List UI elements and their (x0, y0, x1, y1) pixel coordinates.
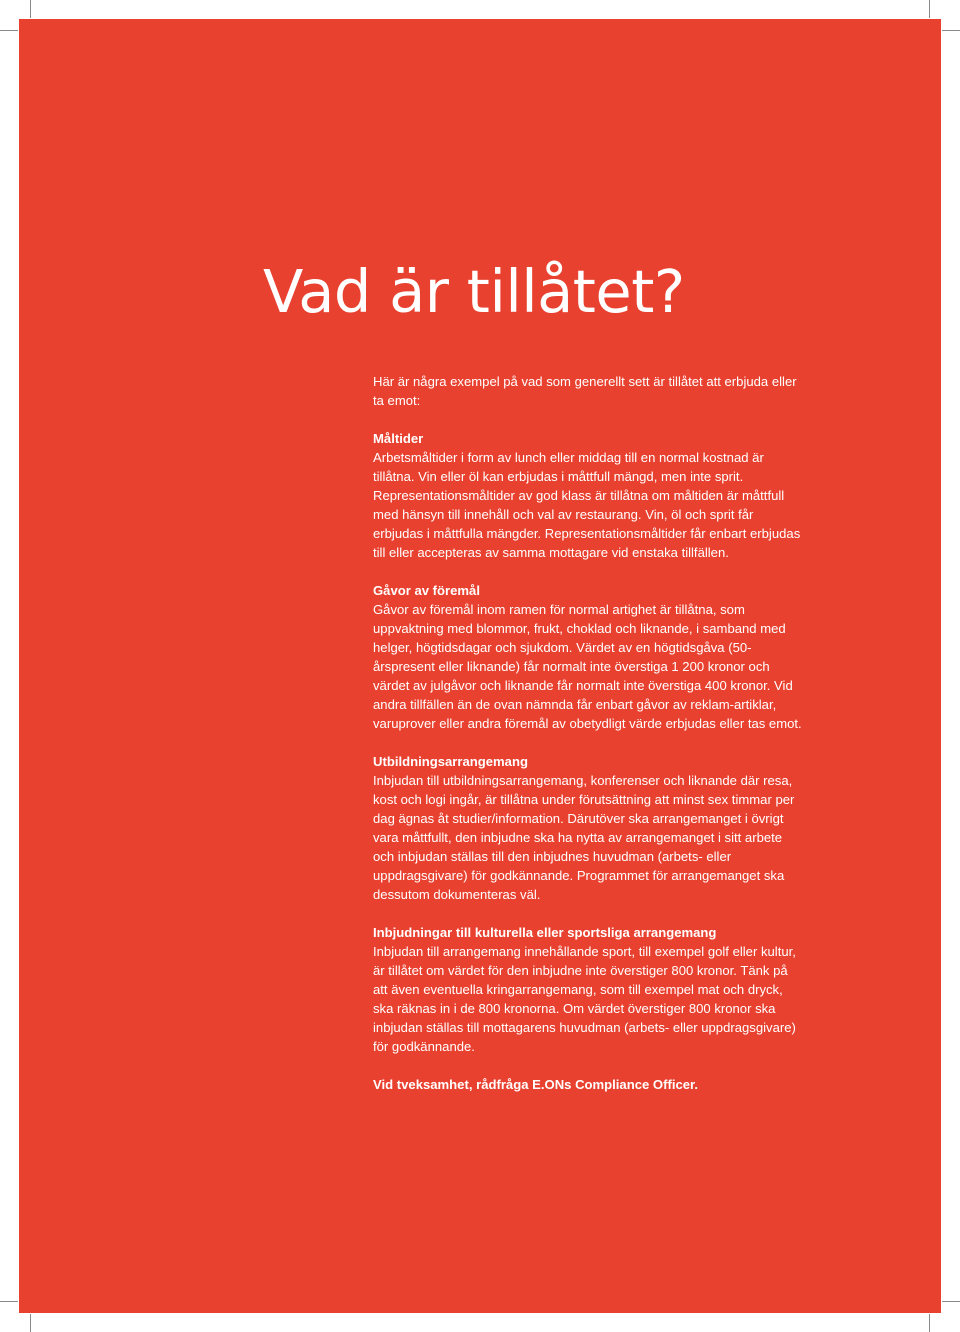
crop-mark (942, 1301, 960, 1302)
document-body (373, 372, 805, 1094)
crop-mark (0, 30, 18, 31)
section-heading-utbildning: Utbildningsarrangemang (373, 754, 528, 769)
crop-mark (929, 0, 930, 18)
section-heading-gavor: Gåvor av föremål (373, 583, 480, 598)
section-body-gavor: Gåvor av föremål inom ramen för normal artighet är tillåtna, som uppvaktning med blommor, frukt, choklad och liknande, i samband med helger, högtidsdagar och sjukdom. Värdet av en högtidsgåva (50-årspresent eller liknande) får normalt inte överstiga 1 200 kronor och värdet av julgåvor och liknande får normalt inte överstiga 400 kronor. Vid andra tillfällen än de ovan nämnda får enbart gåvor av reklam-artiklar, varuprover eller andra föremål av obetydligt värde erbjudas eller tas emot. (373, 602, 802, 731)
crop-mark (30, 1314, 31, 1332)
section-heading-inbjudningar: Inbjudningar till kulturella eller sportsliga arrangemang (373, 925, 717, 940)
page-title: Vad är tillåtet? (263, 257, 685, 326)
closing-note: Vid tveksamhet, rådfråga E.ONs Compliance Officer. (373, 1077, 699, 1092)
crop-mark (0, 1301, 18, 1302)
section-body-maltider: Arbetsmåltider i form av lunch eller middag till en normal kostnad är tillåtna. Vin eller öl kan erbjudas i måttfull mängd, men inte sprit. Representationsmåltider av god klass är tillåtna om måltiden är måttfull med hänsyn till innehåll och val av restaurang. Vin, öl och sprit får erbjudas i måttfulla mängder. Representationsmåltider får enbart erbjudas till eller accepteras av samma mottagare vid enstaka tillfällen. (373, 450, 801, 560)
crop-mark (942, 30, 960, 31)
section-body-utbildning: Inbjudan till utbildningsarrangemang, konferenser och liknande där resa, kost och logi ingår, är tillåtna under förutsättning att minst sex timmar per dag ägnas åt studier/information. Därutöver ska arrangemanget i övrigt vara måttfullt, den inbjudne ska ha nytta av arrangemanget i sitt arbete och inbjudan ställas till den inbjudnes huvudman (arbets- eller uppdragsgivare) för godkännande. Programmet för arrangemanget ska dessutom dokumenteras väl. (373, 773, 795, 902)
section-heading-maltider: Måltider (373, 431, 424, 446)
crop-mark (30, 0, 31, 18)
intro-paragraph: Här är några exempel på vad som generellt sett är tillåtet att erbjuda eller ta emot: (373, 374, 797, 408)
section-body-inbjudningar: Inbjudan till arrangemang innehållande sport, till exempel golf eller kultur, är tillåtet om värdet för den inbjudne inte överstiger 800 kronor. Tänk på att även eventuella kringarrangemang, som till exempel mat och dryck, ska räknas in i de 800 kronorna. Om värdet överstiger 800 kronor ska inbjudan ställas till mottagarens huvudman (arbets- eller uppdragsgivare) för godkännande. (373, 944, 796, 1054)
crop-mark (929, 1314, 930, 1332)
